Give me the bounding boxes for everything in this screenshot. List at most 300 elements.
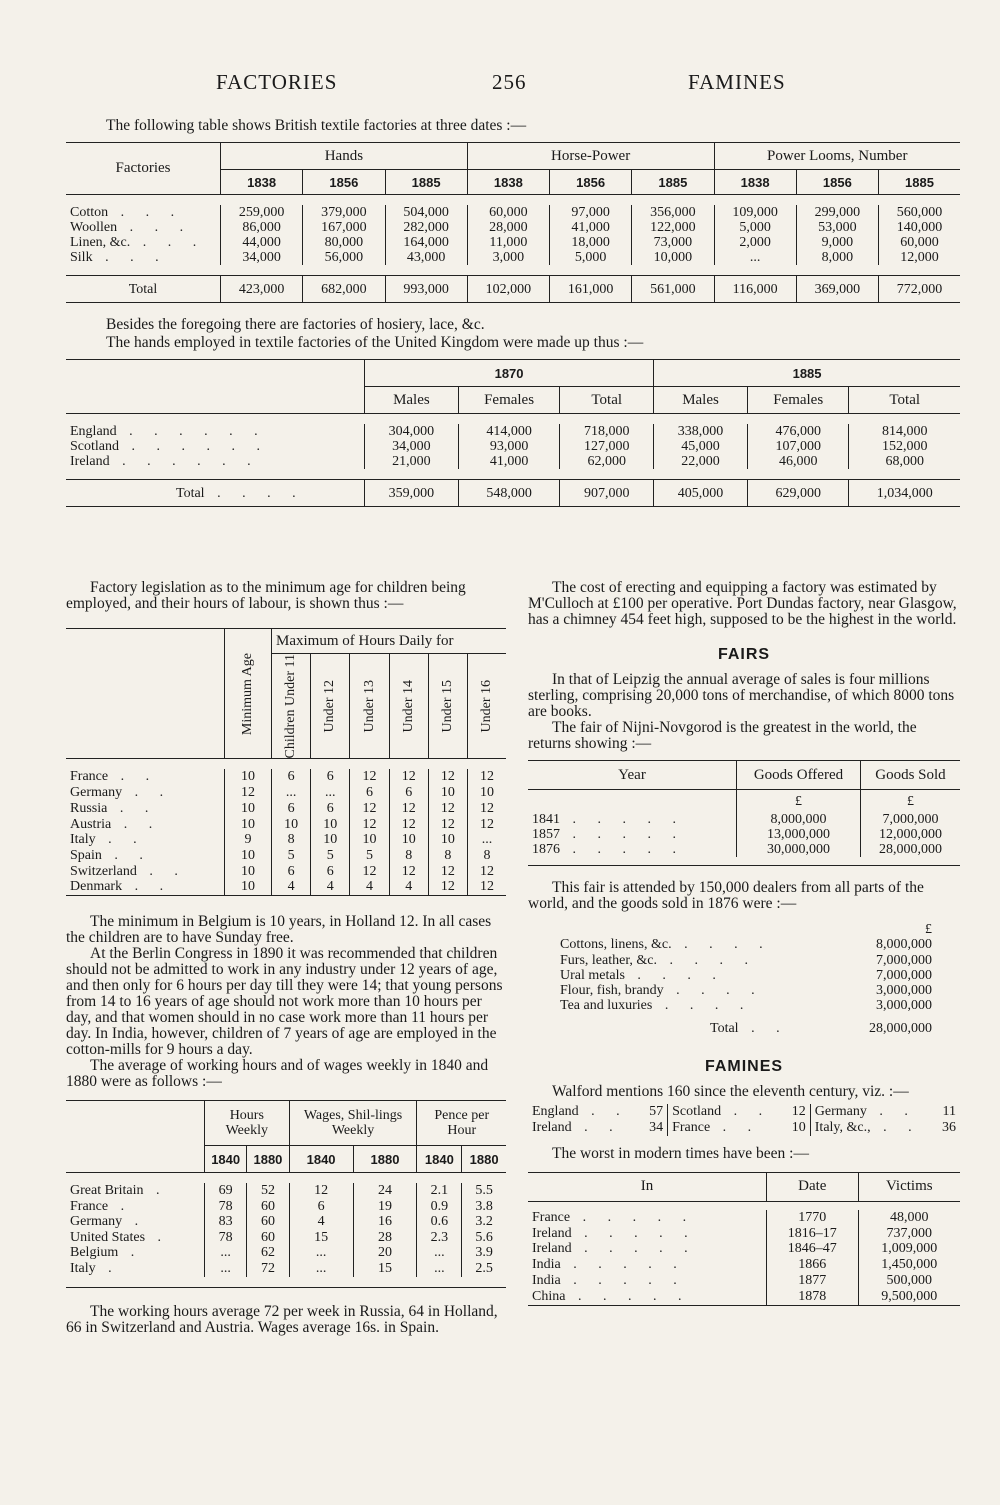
row-label-text: Italy bbox=[70, 1261, 96, 1277]
worst-text: The worst in modern times have been :— bbox=[552, 1144, 809, 1162]
row-label: France . . bbox=[70, 769, 159, 785]
table-row bbox=[66, 1245, 506, 1261]
cell: 5,000 bbox=[550, 250, 632, 265]
walford-value: 57 bbox=[649, 1103, 664, 1119]
walford-label-text: England bbox=[532, 1103, 579, 1119]
total-value: 28,000,000 bbox=[869, 1021, 932, 1037]
cell: 259,000 bbox=[221, 205, 303, 220]
cell: 7,000,000 bbox=[860, 812, 960, 827]
row-label: 1876 . . . . . bbox=[532, 842, 685, 857]
cell: 161,000 bbox=[550, 276, 632, 303]
row-label-text: United States bbox=[70, 1229, 146, 1245]
row-label-text: Scotland bbox=[70, 439, 119, 454]
max-hours-label: Maximum of Hours Daily for bbox=[272, 629, 507, 654]
cell: 1866 bbox=[767, 1257, 859, 1273]
cell: 299,000 bbox=[796, 205, 878, 220]
list-item bbox=[560, 968, 932, 983]
walford-value: 10 bbox=[791, 1119, 806, 1135]
table-row bbox=[66, 1214, 506, 1230]
cell: 4 bbox=[350, 879, 389, 895]
cell: 3.2 bbox=[462, 1214, 506, 1230]
table-row bbox=[66, 785, 506, 801]
legislation-table bbox=[66, 628, 506, 896]
cell: 5,000 bbox=[714, 220, 796, 235]
cell: 5.6 bbox=[462, 1230, 506, 1246]
age-cell: 10 bbox=[225, 864, 272, 880]
col-year: Year bbox=[528, 761, 737, 790]
cell: 907,000 bbox=[560, 480, 654, 507]
col-header-text: Under 13 bbox=[361, 679, 377, 733]
row-label-text: 1841 bbox=[532, 812, 560, 827]
attended-text: This fair is attended by 150,000 dealers from all parts of the world, and the goods sold in 1876 were :— bbox=[528, 879, 924, 912]
textile-table bbox=[66, 142, 960, 303]
total-row bbox=[560, 1014, 932, 1044]
cell: 116,000 bbox=[714, 276, 796, 303]
col-header bbox=[468, 654, 506, 759]
table-row bbox=[66, 424, 960, 439]
walford-value: 12 bbox=[791, 1103, 806, 1119]
header-left: FACTORIES bbox=[216, 70, 338, 94]
cost-text: The cost of erecting and equipping a factory was estimated by M'Culloch at £100 per operative. Port Dundas factory, near Glasgow, has a chimney 454 feet high, supposed to be the highest in the world. bbox=[528, 579, 957, 628]
table-row bbox=[528, 1289, 960, 1305]
cell: 682,000 bbox=[303, 276, 385, 303]
row-label: Germany . . bbox=[70, 785, 173, 801]
cell: 6 bbox=[289, 1199, 353, 1215]
cell: 282,000 bbox=[385, 220, 467, 235]
walford-label-text: Ireland bbox=[532, 1119, 572, 1135]
row-label: India . . . . . bbox=[532, 1272, 686, 1288]
list-item bbox=[560, 983, 932, 998]
currency-offered: £ bbox=[737, 790, 861, 813]
total-text: Total bbox=[710, 1021, 739, 1037]
cell: 629,000 bbox=[747, 480, 849, 507]
working-hours-text: The working hours average 72 per week in Russia, 64 in Holland, 66 in Switzerland and Austria. Wages average 16s. in Spain. bbox=[66, 1302, 498, 1336]
cell: 359,000 bbox=[365, 480, 459, 507]
col-header bbox=[389, 654, 428, 759]
sub-header: Females bbox=[458, 387, 560, 414]
currency-sold: £ bbox=[860, 790, 960, 813]
row-label: United States . bbox=[70, 1229, 171, 1245]
cell: 5 bbox=[272, 848, 311, 864]
cell: 10 bbox=[428, 785, 467, 801]
cell: 423,000 bbox=[221, 276, 303, 303]
row-label: Austria . . bbox=[70, 816, 162, 832]
cell: 62,000 bbox=[560, 454, 654, 469]
age-cell: 10 bbox=[225, 769, 272, 785]
cell: 2.1 bbox=[417, 1183, 462, 1199]
group-hours-weekly: Hours Weekly bbox=[205, 1101, 290, 1146]
row-label: Linen, &c. . . . bbox=[70, 235, 206, 250]
row-label: Ireland . . . . . bbox=[532, 1225, 697, 1241]
total-label: Total . . . . bbox=[66, 480, 365, 507]
table-row bbox=[528, 1257, 960, 1273]
cell: 60,000 bbox=[467, 205, 549, 220]
cell: 164,000 bbox=[385, 235, 467, 250]
col-header-text: Under 12 bbox=[322, 679, 338, 733]
sub-header: Females bbox=[747, 387, 849, 414]
row-label: Spain . . bbox=[70, 847, 152, 863]
walford-label: Scotland . . bbox=[668, 1104, 786, 1120]
group-pence-per-hour: Pence per Hour bbox=[417, 1101, 506, 1146]
row-label-text: India bbox=[532, 1272, 561, 1288]
cell: 560,000 bbox=[879, 205, 961, 220]
cell: 109,000 bbox=[714, 205, 796, 220]
cell: 93,000 bbox=[458, 439, 560, 454]
row-label-text: Russia bbox=[70, 800, 108, 816]
row-label: England . . . . . . bbox=[70, 424, 267, 439]
running-header bbox=[66, 60, 960, 100]
walford-label: France . . bbox=[668, 1120, 786, 1136]
cell: 12 bbox=[350, 817, 389, 833]
cell: 62 bbox=[247, 1245, 289, 1261]
left-column bbox=[66, 580, 506, 1336]
cell: 97,000 bbox=[550, 205, 632, 220]
cell: ... bbox=[468, 832, 506, 848]
cell: 10 bbox=[428, 832, 467, 848]
row-label: Italy . . bbox=[70, 832, 146, 848]
row-label-text: China bbox=[532, 1288, 566, 1304]
year-header: 1885 bbox=[385, 170, 467, 195]
cell: 12 bbox=[389, 817, 428, 833]
year-header: 1885 bbox=[632, 170, 714, 195]
cell: 28,000 bbox=[467, 220, 549, 235]
avg-intro: The average of working hours and of wages weekly in 1840 and 1880 were as follows :— bbox=[66, 1057, 489, 1091]
row-label: Ural metals . . . . bbox=[560, 967, 725, 983]
table-row bbox=[66, 220, 960, 235]
row-label-text: France bbox=[70, 769, 109, 785]
cell: 83 bbox=[205, 1214, 247, 1230]
walford-label-text: Scotland bbox=[672, 1103, 722, 1119]
row-label: Cotton . . . bbox=[70, 205, 184, 220]
cell: 13,000,000 bbox=[737, 827, 861, 842]
col-header bbox=[272, 654, 311, 759]
cell: 68,000 bbox=[849, 454, 960, 469]
legislation-intro: Factory legislation as to the minimum age for children being employed, and their hours of labour, is shown thus :— bbox=[66, 579, 466, 612]
cell: 9,500,000 bbox=[858, 1289, 960, 1305]
row-label: Woollen . . . bbox=[70, 220, 193, 235]
cell: 5.5 bbox=[462, 1183, 506, 1199]
goods-currency: £ bbox=[925, 922, 932, 937]
cell: 10 bbox=[272, 817, 311, 833]
year-header: 1856 bbox=[550, 170, 632, 195]
age-cell: 9 bbox=[225, 832, 272, 848]
row-label: Scotland . . . . . . bbox=[70, 439, 269, 454]
cell: 1770 bbox=[767, 1210, 859, 1226]
cell: 12 bbox=[350, 801, 389, 817]
row-label: France . bbox=[70, 1198, 134, 1214]
table-row bbox=[528, 1241, 960, 1257]
total-label bbox=[66, 276, 221, 303]
cell: 10 bbox=[468, 785, 506, 801]
cell: 0.9 bbox=[417, 1199, 462, 1215]
row-label: Denmark . . bbox=[70, 879, 173, 895]
cell: 369,000 bbox=[796, 276, 878, 303]
header-right: FAMINES bbox=[688, 70, 786, 94]
cell: 19 bbox=[353, 1199, 417, 1215]
cell: 2,000 bbox=[714, 235, 796, 250]
sub-header: Total bbox=[560, 387, 654, 414]
cell: 6 bbox=[272, 769, 311, 785]
row-label: Flour, fish, brandy . . . . bbox=[560, 983, 764, 999]
row-label: 1841 . . . . . bbox=[532, 812, 685, 827]
cell: 1846–47 bbox=[767, 1241, 859, 1257]
row-label-text: Germany bbox=[70, 785, 123, 801]
cell: 69 bbox=[205, 1183, 247, 1199]
cell: 1877 bbox=[767, 1273, 859, 1289]
table-row bbox=[66, 1199, 506, 1215]
cell: 60 bbox=[247, 1230, 289, 1246]
year-header: 1840 bbox=[417, 1146, 462, 1173]
col-goods-offered: Goods Offered bbox=[737, 761, 861, 790]
cell: 414,000 bbox=[458, 424, 560, 439]
cell: 6 bbox=[389, 785, 428, 801]
cell: 4 bbox=[289, 1214, 353, 1230]
col-header bbox=[350, 654, 389, 759]
cell: ... bbox=[205, 1245, 247, 1261]
cell: 4 bbox=[272, 879, 311, 895]
right-column bbox=[528, 580, 960, 1306]
year-header: 1885 bbox=[879, 170, 961, 195]
row-label-text: Furs, leather, &c. bbox=[560, 952, 658, 968]
cell: 10 bbox=[311, 832, 350, 848]
cell: 2.3 bbox=[417, 1230, 462, 1246]
table-row bbox=[528, 1273, 960, 1289]
year-header: 1880 bbox=[353, 1146, 417, 1173]
row-label-text: India bbox=[532, 1257, 561, 1273]
cell: 3.8 bbox=[462, 1199, 506, 1215]
cell: ... bbox=[289, 1245, 353, 1261]
group-wages-weekly: Wages, Shil-lings Weekly bbox=[289, 1101, 417, 1146]
row-label: Furs, leather, &c. . . . . bbox=[560, 952, 758, 968]
table-row bbox=[66, 439, 960, 454]
list-item bbox=[560, 953, 932, 968]
cell: 46,000 bbox=[747, 454, 849, 469]
row-label: France . . . . . bbox=[532, 1209, 696, 1225]
cell: 56,000 bbox=[303, 250, 385, 265]
cell: 72 bbox=[247, 1261, 289, 1277]
famines-table bbox=[528, 1172, 960, 1306]
year-1885: 1885 bbox=[654, 360, 960, 387]
cell: 379,000 bbox=[303, 205, 385, 220]
cell: 10 bbox=[350, 832, 389, 848]
cell: 500,000 bbox=[858, 1273, 960, 1289]
table-row bbox=[66, 864, 506, 880]
total-text: Total bbox=[128, 281, 158, 297]
table-row bbox=[66, 454, 960, 469]
row-label: Russia . . bbox=[70, 800, 158, 816]
cell: 102,000 bbox=[467, 276, 549, 303]
cell: 6 bbox=[311, 864, 350, 880]
cell: 6 bbox=[272, 801, 311, 817]
cell: 73,000 bbox=[632, 235, 714, 250]
list-value: 7,000,000 bbox=[876, 967, 932, 983]
cell: 718,000 bbox=[560, 424, 654, 439]
table-row bbox=[66, 879, 506, 895]
besides-text: Besides the foregoing there are factories of hosiery, lace, &c. bbox=[106, 316, 485, 333]
row-label: China . . . . . bbox=[532, 1288, 691, 1304]
table-row bbox=[528, 1104, 960, 1120]
cell: 22,000 bbox=[654, 454, 748, 469]
cell: 8 bbox=[389, 848, 428, 864]
cell: 34,000 bbox=[365, 439, 459, 454]
cell: 12 bbox=[468, 769, 506, 785]
table-row bbox=[66, 205, 960, 220]
cell: ... bbox=[205, 1261, 247, 1277]
cell: 8 bbox=[272, 832, 311, 848]
cell: 43,000 bbox=[385, 250, 467, 265]
row-label-text: England bbox=[70, 424, 117, 439]
row-label: India . . . . . bbox=[532, 1257, 686, 1273]
cell: 28,000,000 bbox=[860, 842, 960, 857]
table-row bbox=[66, 250, 960, 265]
row-label-text: Italy bbox=[70, 832, 96, 848]
cell: 1,009,000 bbox=[858, 1241, 960, 1257]
page bbox=[66, 60, 960, 1336]
list-value: 3,000,000 bbox=[876, 983, 932, 999]
table-row bbox=[66, 832, 506, 848]
famines-heading: FAMINES bbox=[704, 1057, 784, 1075]
walford-label: Germany . . bbox=[810, 1104, 936, 1120]
total-row bbox=[66, 276, 960, 303]
year-header: 1880 bbox=[247, 1146, 289, 1173]
cell: 20 bbox=[353, 1245, 417, 1261]
cell: 167,000 bbox=[303, 220, 385, 235]
cell: 80,000 bbox=[303, 235, 385, 250]
row-label: Silk . . . bbox=[70, 250, 168, 265]
group-power-looms: Power Looms, Number bbox=[714, 143, 960, 170]
col-in: In bbox=[528, 1172, 767, 1201]
cell: 122,000 bbox=[632, 220, 714, 235]
cell: 814,000 bbox=[849, 424, 960, 439]
age-cell: 10 bbox=[225, 817, 272, 833]
table-row bbox=[66, 1261, 506, 1277]
cell: 12 bbox=[468, 817, 506, 833]
row-label: Switzerland . . bbox=[70, 863, 187, 879]
year-header: 1838 bbox=[221, 170, 303, 195]
sub-header: Males bbox=[654, 387, 748, 414]
cell: 8,000,000 bbox=[737, 812, 861, 827]
row-label: 1857 . . . . . bbox=[532, 827, 685, 842]
row-label: Great Britain . bbox=[70, 1183, 169, 1199]
col-goods-sold: Goods Sold bbox=[860, 761, 960, 790]
cell: 504,000 bbox=[385, 205, 467, 220]
cell: 15 bbox=[289, 1230, 353, 1246]
cell: 8,000 bbox=[796, 250, 878, 265]
cell: ... bbox=[311, 785, 350, 801]
row-label-text: Tea and luxuries bbox=[560, 998, 653, 1014]
row-label-text: Ireland bbox=[532, 1225, 572, 1241]
cell: ... bbox=[714, 250, 796, 265]
cell: 304,000 bbox=[365, 424, 459, 439]
row-label-text: Belgium bbox=[70, 1245, 119, 1261]
hands-intro: The hands employed in textile factories of the United Kingdom were made up thus :— bbox=[106, 334, 644, 351]
fairs-heading: FAIRS bbox=[717, 646, 771, 663]
walford-value: 34 bbox=[649, 1119, 664, 1135]
cell: 152,000 bbox=[849, 439, 960, 454]
cell: 1878 bbox=[767, 1289, 859, 1305]
col-header-text: Under 15 bbox=[439, 679, 455, 733]
cell: 737,000 bbox=[858, 1226, 960, 1242]
table-row bbox=[66, 235, 960, 250]
age-cell: 12 bbox=[225, 785, 272, 801]
year-header: 1856 bbox=[303, 170, 385, 195]
list-item bbox=[560, 998, 932, 1013]
cell: 60,000 bbox=[879, 235, 961, 250]
cell: ... bbox=[289, 1261, 353, 1277]
cell: 6 bbox=[311, 769, 350, 785]
cell: 45,000 bbox=[654, 439, 748, 454]
col-header-text: Under 14 bbox=[400, 679, 416, 733]
cell: 12 bbox=[289, 1183, 353, 1199]
cell: 6 bbox=[311, 801, 350, 817]
table-row bbox=[528, 827, 960, 842]
cell: 60 bbox=[247, 1199, 289, 1215]
cell: 561,000 bbox=[632, 276, 714, 303]
cell: 772,000 bbox=[879, 276, 961, 303]
cell: 8 bbox=[428, 848, 467, 864]
col-header bbox=[428, 654, 467, 759]
col-header-text: Under 16 bbox=[479, 679, 494, 733]
factories-label: Factories bbox=[66, 143, 221, 195]
cell: 107,000 bbox=[747, 439, 849, 454]
table-row bbox=[528, 842, 960, 857]
hands-table bbox=[66, 359, 960, 507]
cell: 9,000 bbox=[796, 235, 878, 250]
walford-label: England . . bbox=[532, 1103, 629, 1119]
cell: 52 bbox=[247, 1183, 289, 1199]
year-1870: 1870 bbox=[365, 360, 654, 387]
page-number: 256 bbox=[492, 70, 527, 94]
cell: 3.9 bbox=[462, 1245, 506, 1261]
col-header-text: Children Under 11 bbox=[283, 654, 299, 759]
cell: 548,000 bbox=[458, 480, 560, 507]
year-header: 1880 bbox=[462, 1146, 506, 1173]
total-label: Total . . bbox=[710, 1021, 789, 1037]
cell: 10,000 bbox=[632, 250, 714, 265]
year-header: 1838 bbox=[467, 170, 549, 195]
cell: 1,034,000 bbox=[849, 480, 960, 507]
year-header: 1840 bbox=[289, 1146, 353, 1173]
age-cell: 10 bbox=[225, 879, 272, 895]
row-label-text: Linen, &c. bbox=[70, 235, 131, 250]
cell: 3,000 bbox=[467, 250, 549, 265]
cell: 12 bbox=[468, 879, 506, 895]
cell: 12 bbox=[389, 769, 428, 785]
leipzig-text: In that of Leipzig the annual average of sales is four millions sterling, comprising 20,000 tons of merchandise, of which 8000 tons are books. bbox=[528, 671, 955, 720]
walford-label-text: France bbox=[672, 1119, 711, 1135]
cell: 12 bbox=[468, 864, 506, 880]
walford-label: Italy, &c., . . bbox=[810, 1120, 936, 1136]
table-row bbox=[66, 801, 506, 817]
list-item bbox=[560, 937, 932, 952]
cell: 11,000 bbox=[467, 235, 549, 250]
age-cell: 10 bbox=[225, 801, 272, 817]
total-row bbox=[66, 480, 960, 507]
row-label: Italy . bbox=[70, 1261, 121, 1277]
year-header: 1838 bbox=[714, 170, 796, 195]
cell: 12 bbox=[428, 801, 467, 817]
cell: 127,000 bbox=[560, 439, 654, 454]
cell: 8 bbox=[468, 848, 506, 864]
cell: 41,000 bbox=[458, 454, 560, 469]
cell: 10 bbox=[389, 832, 428, 848]
cell: 5 bbox=[311, 848, 350, 864]
row-label: Ireland . . . . . bbox=[532, 1241, 697, 1257]
row-label-text: Spain bbox=[70, 847, 102, 863]
cell: 30,000,000 bbox=[737, 842, 861, 857]
walford-label-text: Germany bbox=[814, 1103, 867, 1119]
row-label-text: Cottons, linens, &c. bbox=[560, 937, 672, 953]
